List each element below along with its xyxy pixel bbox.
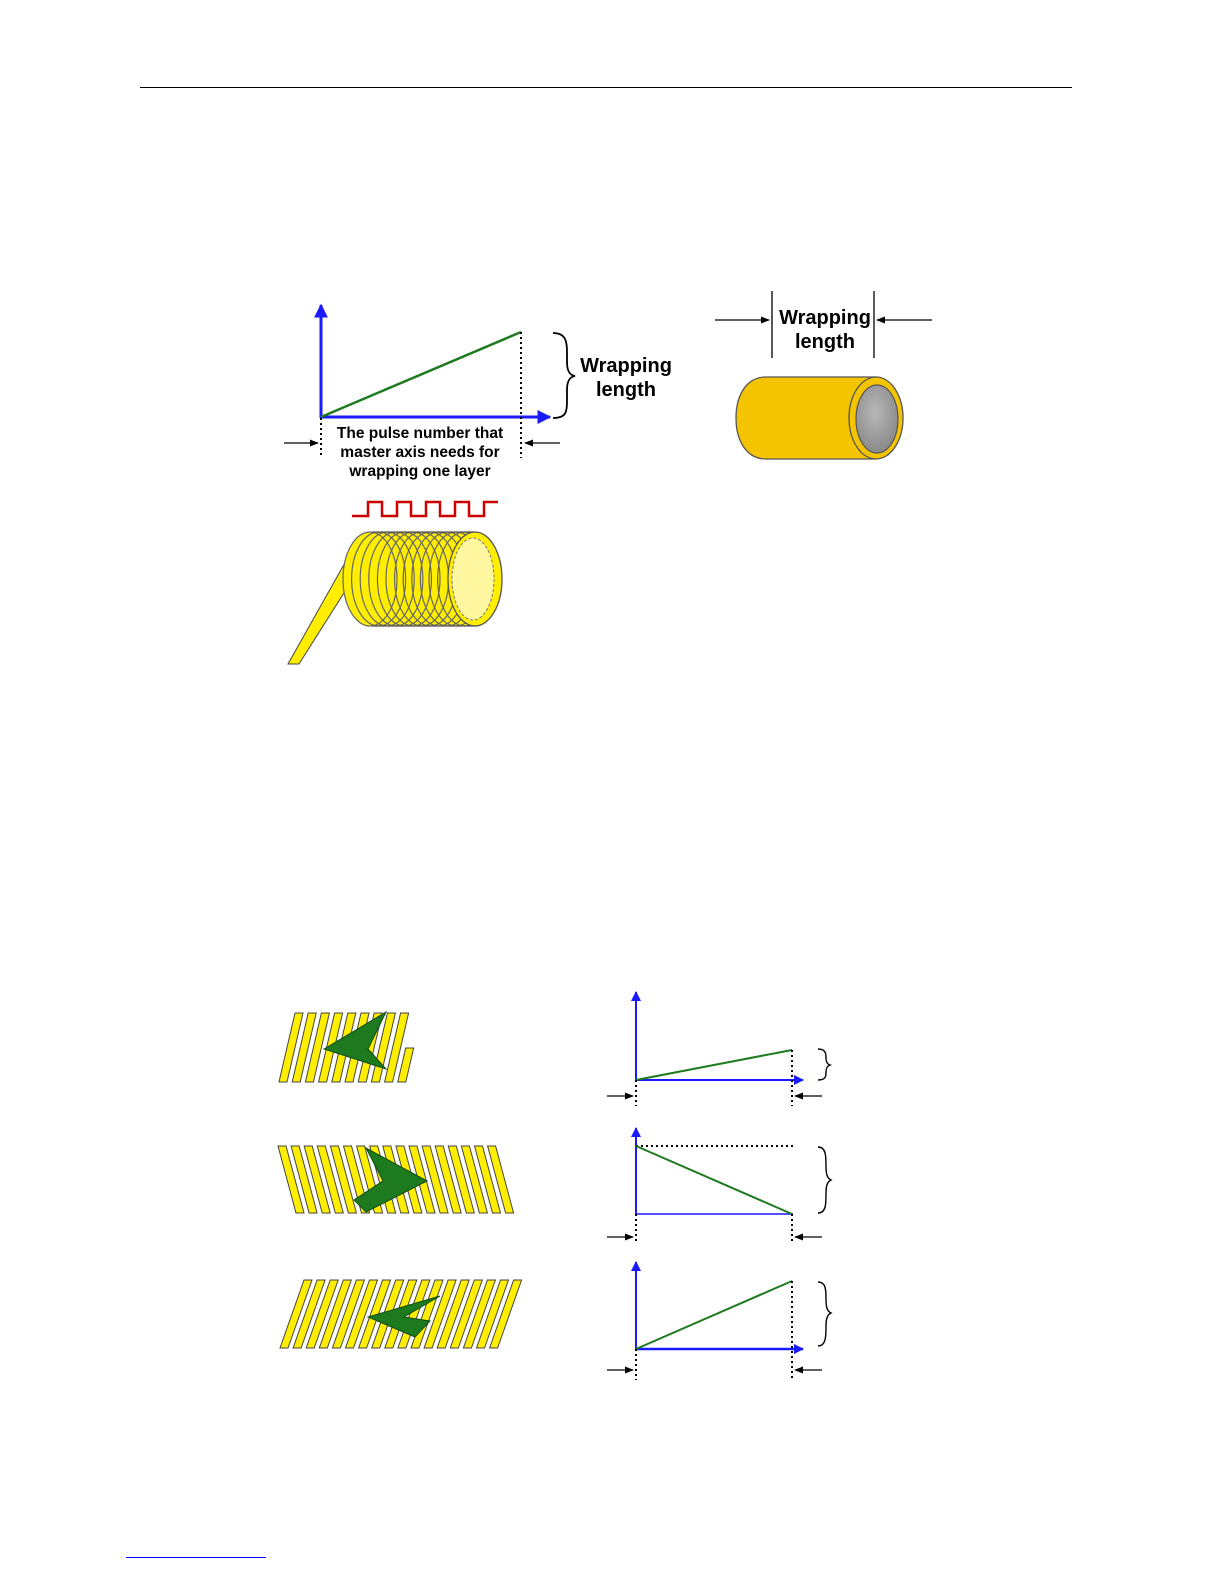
winding-row-2 <box>278 1146 514 1213</box>
graph-ramp-line <box>321 332 521 417</box>
wire-stripe <box>398 1048 414 1082</box>
wire-coil <box>288 532 502 664</box>
winding-row-3 <box>280 1280 522 1348</box>
pulse-graph <box>284 305 672 480</box>
pulse-label-line2: master axis needs for <box>340 444 500 461</box>
pulse-label-line3: wrapping one layer <box>349 463 491 480</box>
graph-wrapping-label-line2: length <box>596 379 656 401</box>
footer-link-rule <box>126 1557 266 1558</box>
small-graph-3 <box>607 1262 831 1380</box>
pulse-train <box>352 502 498 516</box>
tube-figure <box>715 291 932 459</box>
small-graph-2 <box>607 1128 831 1242</box>
winding-row-1 <box>279 1012 414 1082</box>
tube-wrapping-label-line2: length <box>795 331 855 353</box>
tube-inner-hole <box>856 385 898 453</box>
tube-wrapping-label-line1: Wrapping <box>779 307 871 329</box>
pulse-label-line1: The pulse number that <box>336 425 504 442</box>
wrapping-length-brace <box>553 333 575 418</box>
graph-wrapping-label-line1: Wrapping <box>580 355 672 377</box>
small-graph-1 <box>607 992 830 1106</box>
